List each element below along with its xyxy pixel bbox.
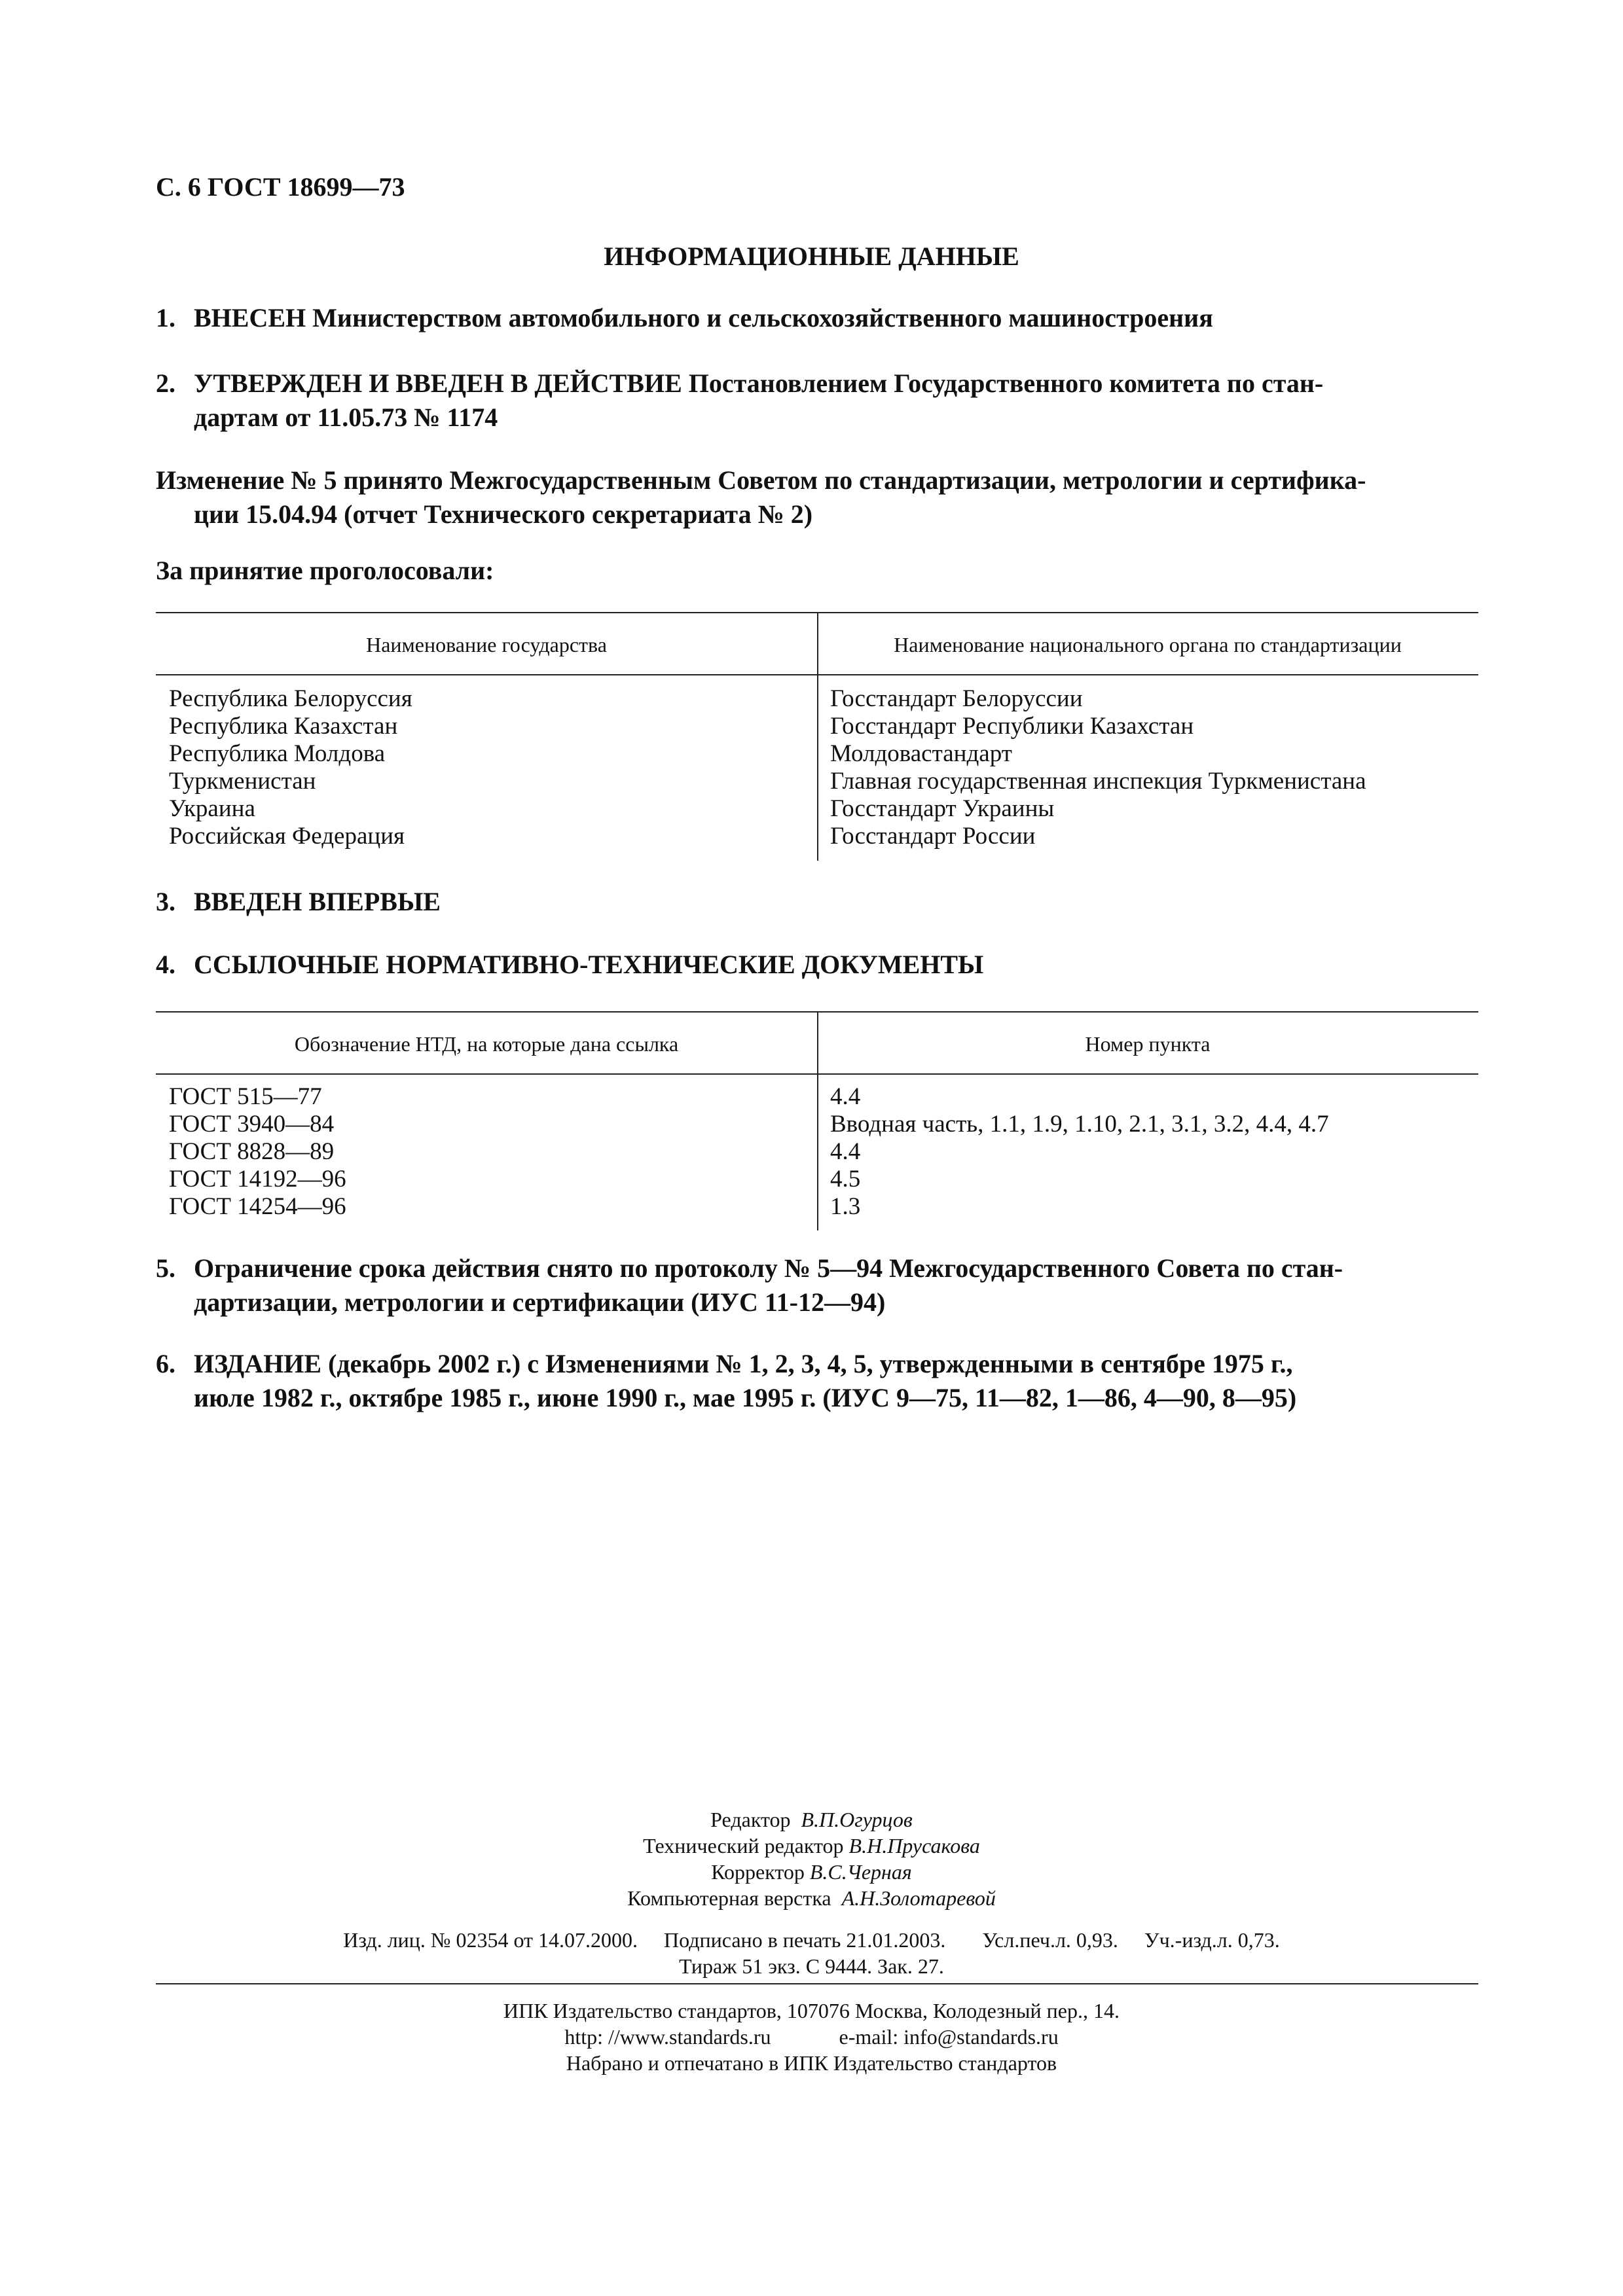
publisher-website[interactable]: http: //www.standards.ru — [564, 2025, 771, 2049]
publisher-email[interactable]: e-mail: info@standards.ru — [839, 2025, 1059, 2049]
item-2 — [156, 367, 1478, 435]
references-table — [156, 1011, 1478, 1230]
states-table — [156, 612, 1478, 861]
section-title: ИНФОРМАЦИОННЫЕ ДАННЫЕ — [604, 242, 1019, 271]
table-cell-body: Госстандарт Украины — [830, 795, 1055, 822]
table-cell-state: Украина — [169, 795, 255, 822]
table-cell-clause: Вводная часть, 1.1, 1.9, 1.10, 2.1, 3.1, 3.2, 4.4, 4.7 — [830, 1111, 1329, 1138]
item-number: 4. — [156, 950, 175, 979]
credit-editor — [0, 1806, 1623, 1833]
table-cell-clause: 4.4 — [830, 1083, 861, 1110]
column-header-document: Обозначение НТД, на которые дана ссылка — [294, 1032, 679, 1056]
page-header: С. 6 ГОСТ 18699—73 — [156, 172, 405, 202]
change-5-note — [156, 463, 1478, 531]
print-info — [0, 1927, 1623, 1979]
table-cell-state: Республика Казахстан — [169, 713, 398, 740]
change-line2: ции 15.04.94 (отчет Технического секретариата № 2) — [194, 499, 813, 529]
license-number: Изд. лиц. № 02354 от 14.07.2000. — [343, 1928, 638, 1952]
voted-heading: За принятие проголосовали: — [156, 556, 494, 585]
credits-block — [0, 1806, 1623, 1911]
item-text-line1: ИЗДАНИЕ (декабрь 2002 г.) с Изменениями № 1, 2, 3, 4, 5, утвержденными в сентябре 1975 г., — [194, 1349, 1293, 1378]
publishing-sheets: Уч.-изд.л. 0,73. — [1144, 1928, 1280, 1952]
item-text-line1: Ограничение срока действия снято по протоколу № 5—94 Межгосударственного Совета по стан- — [194, 1253, 1343, 1283]
table-cell-clause: 4.4 — [830, 1138, 861, 1165]
column-header-clause: Номер пункта — [1085, 1032, 1211, 1056]
table-cell-document: ГОСТ 3940—84 — [169, 1111, 335, 1138]
table-cell-document: ГОСТ 515—77 — [169, 1083, 322, 1110]
credit-role: Корректор — [711, 1860, 805, 1884]
table-cell-body: Госстандарт Белоруссии — [830, 685, 1083, 712]
table-cell-document: ГОСТ 14192—96 — [169, 1166, 346, 1193]
item-text-line2: июле 1982 г., октябре 1985 г., июне 1990 г., мае 1995 г. (ИУС 9—75, 11—82, 1—86, 4—90, 8—95) — [194, 1383, 1297, 1412]
table-cell-document: ГОСТ 14254—96 — [169, 1193, 346, 1220]
item-number: 3. — [156, 887, 175, 916]
imprint-separator — [156, 1983, 1478, 1984]
change-line1: Изменение № 5 принято Межгосударственным Советом по стандартизации, метрологии и сертифика- — [156, 465, 1366, 495]
publisher-block — [0, 1998, 1623, 2076]
table-cell-body: Госстандарт Республики Казахстан — [830, 713, 1194, 740]
publisher-address: ИПК Издательство стандартов, 107076 Москва, Колодезный пер., 14. — [503, 1999, 1120, 2022]
credit-name: В.П.Огурцов — [801, 1808, 913, 1831]
item-text: ВНЕСЕН Министерством автомобильного и сельскохозяйственного машиностроения — [194, 303, 1213, 332]
item-number: 5. — [156, 1253, 175, 1283]
signed-date: Подписано в печать 21.01.2003. — [664, 1928, 946, 1952]
table-cell-document: ГОСТ 8828—89 — [169, 1138, 335, 1165]
credit-tech-editor — [0, 1833, 1623, 1859]
column-header-body: Наименование национального органа по стандартизации — [894, 633, 1402, 656]
print-sheets: Усл.печ.л. 0,93. — [982, 1928, 1118, 1952]
credit-proofreader — [0, 1859, 1623, 1885]
credit-name: В.С.Черная — [809, 1860, 912, 1884]
item-number: 6. — [156, 1349, 175, 1378]
item-6 — [156, 1347, 1478, 1415]
credit-layout — [0, 1885, 1623, 1911]
print-run: Тираж 51 экз. С 9444. Зак. 27. — [679, 1954, 944, 1978]
item-text: ССЫЛОЧНЫЕ НОРМАТИВНО-ТЕХНИЧЕСКИЕ ДОКУМЕНТЫ — [194, 950, 984, 979]
table-cell-clause: 1.3 — [830, 1193, 861, 1220]
item-text-line1: УТВЕРЖДЕН И ВВЕДЕН В ДЕЙСТВИЕ Постановлением Государственного комитета по стан- — [194, 368, 1324, 398]
item-text: ВВЕДЕН ВПЕРВЫЕ — [194, 887, 441, 916]
item-4 — [156, 948, 1478, 982]
table-cell-state: Туркменистан — [169, 768, 316, 795]
print-info-line1 — [0, 1927, 1623, 1953]
credit-role: Компьютерная верстка — [627, 1886, 831, 1910]
item-5 — [156, 1251, 1478, 1319]
column-header-state: Наименование государства — [366, 633, 607, 656]
credit-role: Технический редактор — [643, 1834, 844, 1857]
table-cell-state: Российская Федерация — [169, 823, 405, 850]
item-text-line2: дартам от 11.05.73 № 1174 — [194, 403, 498, 432]
table-cell-body: Госстандарт России — [830, 823, 1036, 850]
table-cell-state: Республика Белоруссия — [169, 685, 412, 712]
item-1 — [156, 301, 1478, 335]
credit-name: В.Н.Прусакова — [848, 1834, 980, 1857]
credit-name: А.Н.Золотаревой — [841, 1886, 996, 1910]
item-number: 2. — [156, 368, 175, 398]
table-cell-clause: 4.5 — [830, 1166, 861, 1193]
table-cell-body: Молдовастандарт — [830, 740, 1012, 767]
item-text-line2: дартизации, метрологии и сертификации (ИУС 11-12—94) — [194, 1287, 886, 1317]
credit-role: Редактор — [710, 1808, 791, 1831]
item-3 — [156, 885, 1478, 919]
printed-by: Набрано и отпечатано в ИПК Издательство стандартов — [566, 2051, 1057, 2075]
item-number: 1. — [156, 303, 175, 332]
publisher-contacts — [0, 2024, 1623, 2050]
table-cell-body: Главная государственная инспекция Туркменистана — [830, 768, 1366, 795]
table-cell-state: Республика Молдова — [169, 740, 386, 767]
